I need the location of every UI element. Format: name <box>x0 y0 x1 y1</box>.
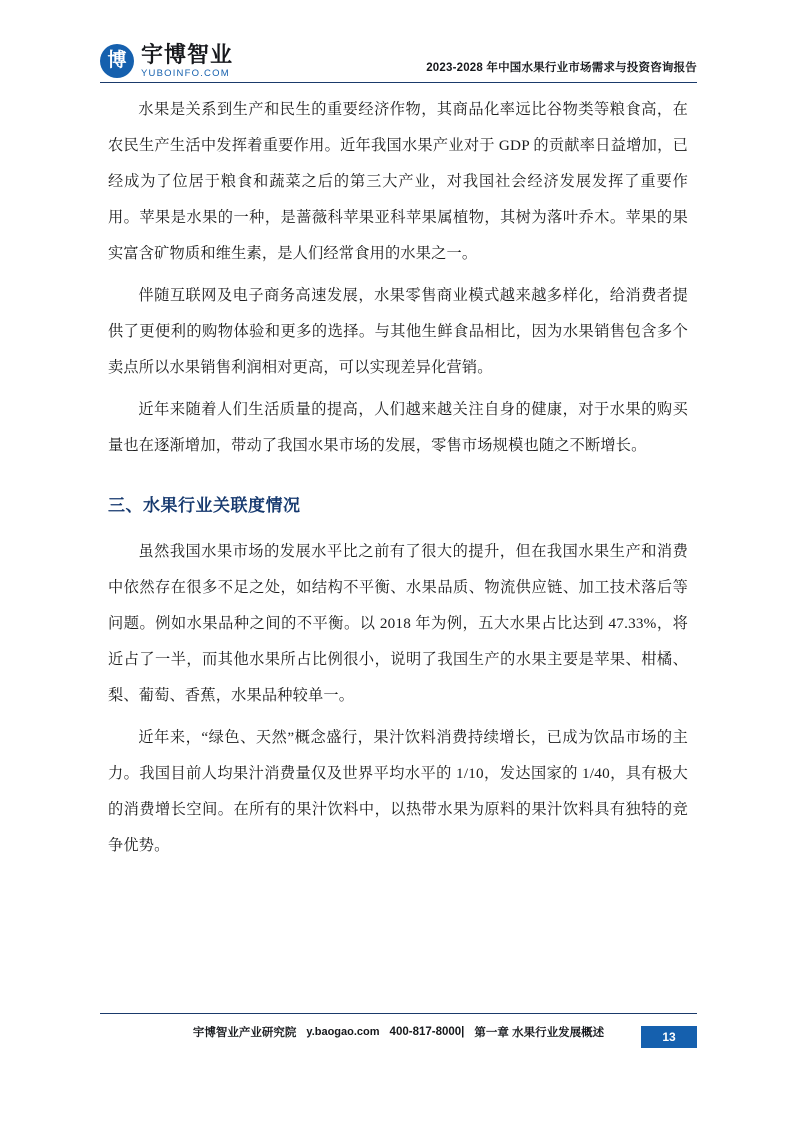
logo-domain: YUBOINFO.COM <box>141 67 230 79</box>
logo-mark-icon: 博 <box>100 44 134 78</box>
page-header <box>100 26 697 83</box>
footer-chapter: 第一章 水果行业发展概述 <box>474 1027 605 1039</box>
paragraph: 虽然我国水果市场的发展水平比之前有了很大的提升，但在我国水果生产和消费中依然存在很多不足之处，如结构不平衡、水果品质、物流供应链、加工技术落后等问题。例如水果品种之间的不平衡。以 2018 年为例，五大水果占比达到 47.33%，将近占了一半，而其他水果所占比例很小，说明了我国生产的水果主要是苹果、柑橘、梨、葡萄、香蕉，水果品种较单一。 <box>108 543 688 704</box>
page-content <box>108 92 688 870</box>
footer-organization: 宇博智业产业研究院 <box>192 1027 297 1039</box>
page-number-badge: 13 <box>641 1026 697 1048</box>
section-heading: 三、水果行业关联度情况 <box>108 496 301 515</box>
paragraph: 近年来随着人们生活质量的提高，人们越来越关注自身的健康，对于水果的购买量也在逐渐增加，带动了我国水果市场的发展，零售市场规模也随之不断增长。 <box>108 401 688 454</box>
logo-company-name: 宇博智业 <box>141 41 234 67</box>
logo-text <box>141 41 234 79</box>
footer-inner <box>100 1020 697 1044</box>
company-logo <box>100 41 234 79</box>
paragraph: 伴随互联网及电子商务高速发展，水果零售商业模式越来越多样化，给消费者提供了更便利的购物体验和更多的选择。与其他生鲜食品相比，因为水果销售包含多个卖点所以水果销售利润相对更高，可以实现差异化营销。 <box>108 287 688 376</box>
paragraph: 近年来，“绿色、天然”概念盛行，果汁饮料消费持续增长，已成为饮品市场的主力。我国目前人均果汁消费量仅及世界平均水平的 1/10，发达国家的 1/40，具有极大的消费增长空间。在所有的果汁饮料中，以热带水果为原料的果汁饮料具有独特的竞争优势。 <box>108 729 688 854</box>
footer-phone: 400-817-8000| <box>389 1026 465 1038</box>
report-title: 2023-2028 年中国水果行业市场需求与投资咨询报告 <box>426 62 697 74</box>
footer-website[interactable]: y.baogao.com <box>306 1026 380 1038</box>
page-footer <box>100 1013 697 1044</box>
paragraph: 水果是关系到生产和民生的重要经济作物，其商品化率远比谷物类等粮食高，在农民生产生活中发挥着重要作用。近年我国水果产业对于 GDP 的贡献率日益增加，已经成为了位居于粮食和蔬菜之后的第三大产业，对我国社会经济发展发挥了重要作用。苹果是水果的一种，是蔷薇科苹果亚科苹果属植物，其树为落叶乔木。苹果的果实富含矿物质和维生素，是人们经常食用的水果之一。 <box>108 101 688 262</box>
